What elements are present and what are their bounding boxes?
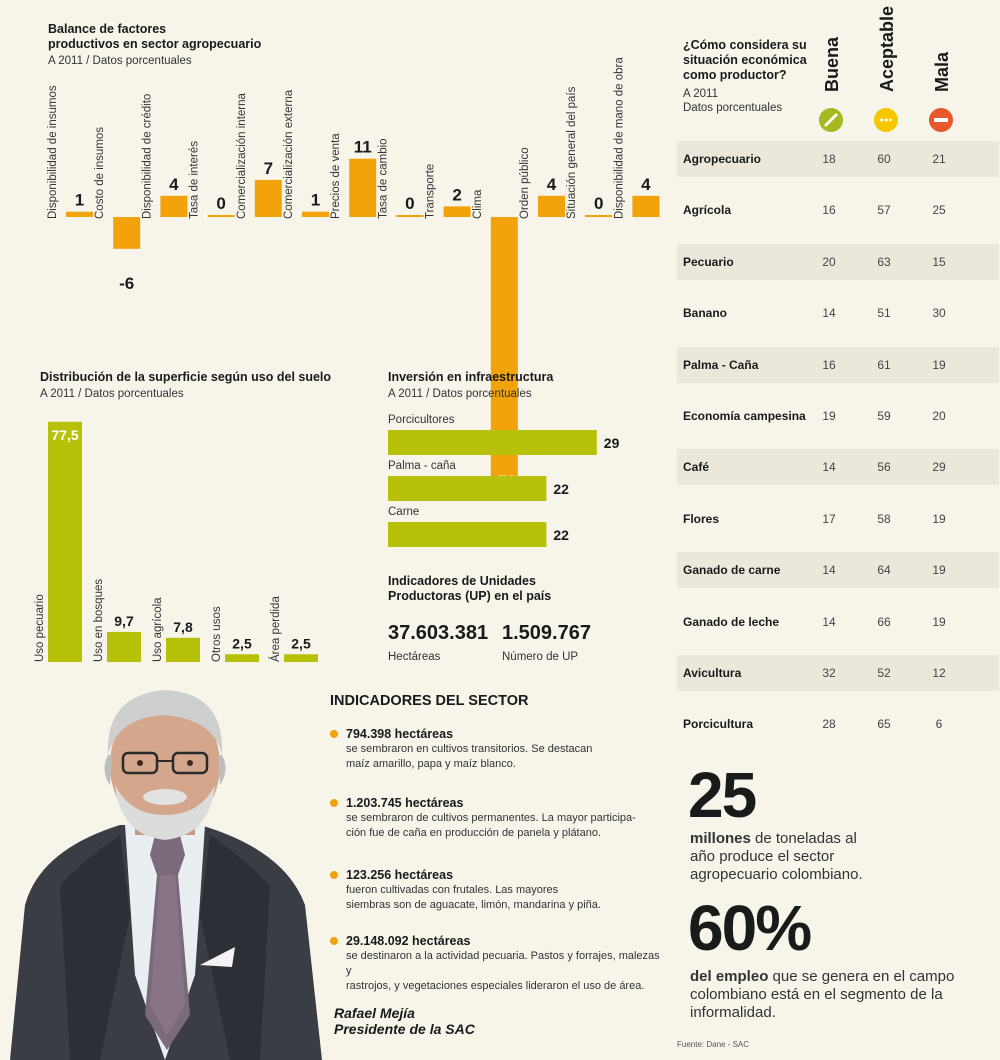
distribucion-header (40, 370, 331, 401)
table-cell: 59 (877, 409, 891, 423)
up-hectareas-label: Hectáreas (388, 651, 441, 663)
table-cell: 64 (877, 563, 891, 578)
up-header (388, 574, 551, 604)
balance-value-label: 0 (593, 194, 604, 213)
bullet-dot-icon (330, 799, 338, 807)
inversion-value-label: 29 (603, 435, 620, 451)
indicador-line2: maíz amarillo, papa y maíz blanco. (346, 758, 516, 770)
table-row-label: Palma - Caña (683, 357, 759, 372)
table-cell: 29 (932, 460, 946, 475)
balance-bar (538, 196, 565, 217)
table-cell: 66 (877, 614, 891, 629)
dash-icon (874, 108, 898, 132)
indicador-head: 123.256 hectáreas (346, 868, 454, 882)
balance-category-label: Orden público (519, 147, 531, 219)
table-row (677, 604, 999, 640)
balance-value-label: 0 (405, 194, 415, 213)
balance-category-label: Precios de venta (330, 133, 343, 219)
balance-category-label: Tasa de interés (188, 141, 201, 219)
balance-value-label: -6 (119, 273, 135, 293)
stat1-number: 25 (688, 759, 756, 831)
table-subtitle-line1: A 2011 (683, 88, 718, 100)
table-subtitle-line2: Datos porcentuales (683, 102, 783, 114)
persona-role: Presidente de la SAC (334, 1021, 475, 1037)
table-cell: 32 (822, 666, 836, 680)
table-row-label: Flores (683, 511, 720, 526)
table-cell: 14 (822, 563, 836, 578)
table-title-line2: situación económica (683, 53, 807, 67)
table-cell: 61 (877, 357, 891, 372)
table-column-header: Aceptable (877, 5, 897, 92)
balance-category-label: Comercialización externa (283, 89, 295, 219)
table-cell: 19 (932, 357, 946, 372)
distribucion-value-label: 7,8 (173, 618, 193, 635)
indicador-item (330, 934, 660, 994)
balance-value-label: 11 (353, 137, 372, 157)
inversion-bar (388, 522, 546, 547)
table-cell: 16 (822, 357, 836, 372)
stat1-line3: agropecuario colombiano. (690, 866, 863, 883)
distribucion-title: Distribución de la superficie según uso del suelo (40, 370, 332, 384)
table-cell: 20 (932, 409, 946, 423)
inversion-category-label: Porcicultores (388, 414, 455, 426)
persona-caption (334, 1005, 475, 1037)
balance-bar (255, 180, 282, 217)
table-row-label: Agropecuario (683, 152, 762, 166)
balance-bar (66, 212, 93, 217)
indicador-head: 1.203.745 hectáreas (346, 796, 464, 810)
table-cell: 14 (822, 614, 836, 629)
indicador-head: 794.398 hectáreas (346, 727, 454, 741)
balance-value-label: 7 (263, 158, 274, 178)
table-cell: 58 (877, 511, 891, 526)
balance-bar (585, 215, 612, 217)
indicador-item (330, 868, 660, 913)
table-row-label: Ganado de leche (683, 614, 780, 629)
balance-category-label: Transporte (424, 163, 437, 219)
distribucion-bar (284, 654, 318, 662)
table-column-headers (800, 5, 980, 135)
table-cell: 63 (877, 254, 891, 269)
fuente-note: Fuente: Dane - SAC (677, 1040, 750, 1049)
rafael-mejia-portrait (0, 675, 330, 1060)
indicador-line1: se sembraron de cultivos permanentes. La mayor participa- (346, 812, 636, 824)
inversion-category-label: Carne (388, 506, 420, 518)
indicadores-title: INDICADORES DEL SECTOR (330, 693, 529, 709)
balance-category-label: Situación general del país (566, 86, 579, 219)
table-cell: 25 (932, 203, 946, 218)
indicador-item (330, 727, 660, 772)
distribucion-subtitle: A 2011 / Datos porcentuales (40, 388, 184, 400)
distribucion-category-label: Otros usos (211, 606, 223, 662)
balance-bar (349, 159, 376, 217)
balance-value-label: 1 (310, 190, 321, 210)
table-cell: 6 (935, 717, 943, 732)
balance-subtitle: A 2011 / Datos porcentuales (48, 55, 192, 67)
indicador-line2: ción fue de caña en producción de panela y plátano. (346, 827, 602, 839)
balance-title-line1: Balance de factores (48, 22, 167, 36)
table-row (677, 192, 999, 228)
table-row-label: Café (683, 460, 710, 475)
balance-category-label: Costo de insumos (94, 126, 107, 219)
balance-value-label: 0 (216, 194, 226, 213)
inversion-value-label: 22 (553, 527, 569, 543)
distribucion-bar (166, 638, 200, 662)
table-cell: 51 (877, 306, 891, 321)
table-title-line3: como productor? (683, 68, 787, 82)
indicador-line1: fueron cultivadas con frutales. Las mayores (346, 884, 559, 896)
balance-category-label: Comercialización interna (235, 93, 248, 219)
table-row-label: Pecuario (683, 254, 734, 269)
table-row (677, 295, 999, 331)
table-cell: 18 (822, 152, 836, 166)
up-numero-label: Número de UP (502, 651, 579, 663)
minus-icon (929, 108, 953, 132)
stat2-bold: del empleo (690, 968, 769, 985)
balance-title-line2: productivos en sector agropecuario (48, 37, 262, 51)
table-row-label: Agrícola (683, 203, 732, 218)
balance-category-label: Disponibilidad de insumos (47, 85, 59, 219)
table-title-line1: ¿Cómo considera su (683, 38, 807, 52)
table-cell: 21 (932, 152, 946, 166)
inversion-chart (380, 405, 660, 550)
table-row (677, 655, 999, 691)
indicador-line1: se sembraron en cultivos transitorios. Se destacan (346, 743, 593, 755)
table-cell: 57 (877, 203, 891, 218)
table-cell: 19 (822, 409, 836, 423)
table-row (677, 244, 999, 280)
balance-category-label: Disponibilidad de mano de obra (613, 57, 626, 219)
indicador-item (330, 796, 660, 841)
balance-value-label: 2 (452, 185, 462, 205)
table-cell: 14 (822, 460, 836, 475)
up-hectareas-value: 37.603.381 (388, 622, 489, 644)
bullet-dot-icon (330, 937, 338, 945)
bullet-dot-icon (330, 871, 338, 879)
table-row (677, 501, 999, 537)
table-row-label: Ganado de carne (683, 563, 781, 578)
balance-bar (208, 215, 235, 217)
pencil-icon (819, 108, 843, 132)
stat2-line2: colombiano está en el segmento de la (690, 986, 943, 1003)
table-cell: 28 (822, 717, 836, 732)
stat2-number: 60% (688, 892, 811, 964)
table-header (683, 38, 807, 115)
distribucion-bar (107, 632, 141, 662)
distribucion-category-label: Uso en bosques (93, 578, 105, 662)
table-row (677, 552, 999, 588)
bullet-dot-icon (330, 730, 338, 738)
inversion-value-label: 22 (553, 481, 569, 497)
table-row (677, 141, 999, 177)
inversion-category-label: Palma - caña (388, 460, 456, 472)
distribucion-category-label: Área perdida (270, 596, 282, 662)
table-cell: 17 (822, 511, 836, 526)
balance-chart (0, 40, 670, 340)
table-cell: 19 (932, 563, 946, 578)
table-column-header: Mala (932, 51, 952, 92)
table-cell: 52 (877, 666, 891, 680)
balance-value-label: 4 (546, 174, 557, 194)
up-title-line2: Productoras (UP) en el país (388, 589, 552, 603)
table-column-header: Buena (822, 36, 842, 92)
inversion-title: Inversión en infraestructura (388, 370, 554, 384)
distribucion-value-label: 77,5 (51, 426, 79, 443)
table-cell: 16 (822, 203, 836, 218)
table-cell: 15 (932, 254, 946, 269)
distribucion-value-label: 9,7 (114, 612, 134, 629)
distribucion-bar (48, 422, 82, 662)
table-row-label: Avicultura (683, 666, 742, 680)
inversion-bar (388, 476, 546, 501)
table-row (677, 706, 999, 742)
indicador-head: 29.148.092 hectáreas (346, 934, 471, 948)
distribucion-category-label: Uso pecuario (34, 594, 46, 662)
table-row-label: Economía campesina (683, 409, 806, 423)
table-cell: 20 (822, 254, 836, 269)
table-cell: 14 (822, 306, 836, 321)
table-cell: 56 (877, 460, 891, 475)
persona-name: Rafael Mejía (334, 1005, 415, 1021)
balance-bar (444, 206, 471, 217)
distribucion-bar (225, 654, 259, 662)
table-cell: 60 (877, 152, 891, 166)
inversion-bar (388, 430, 597, 455)
balance-bar (396, 215, 423, 217)
stat1-line2: año produce el sector (690, 848, 835, 865)
balance-bar (632, 196, 659, 217)
table-cell: 19 (932, 511, 946, 526)
distribucion-value-label: 2,5 (291, 635, 311, 652)
balance-category-label: Disponibilidad de crédito (141, 93, 154, 219)
table-cell: 65 (877, 717, 891, 732)
stat2-text (690, 968, 995, 1022)
table-row (677, 398, 999, 434)
balance-bar (113, 217, 140, 249)
balance-value-label: 4 (641, 174, 651, 194)
inversion-header (388, 370, 553, 401)
table-cell: 12 (932, 666, 946, 680)
balance-bar (302, 212, 329, 217)
table-cell: 30 (932, 306, 946, 321)
stat1-bold: millones (690, 830, 751, 847)
inversion-subtitle: A 2011 / Datos porcentuales (388, 388, 532, 400)
distribucion-value-label: 2,5 (232, 635, 252, 652)
distribucion-chart (20, 405, 330, 670)
up-numero-value: 1.509.767 (502, 622, 591, 644)
balance-value-label: 4 (169, 174, 179, 194)
table-cell: 19 (932, 614, 946, 629)
stat1-text (690, 830, 990, 884)
table-row (677, 347, 999, 383)
indicador-line2: siembras son de aguacate, limón, mandarina y piña. (346, 899, 601, 911)
stat2-line3: informalidad. (690, 1004, 776, 1021)
balance-bar (160, 196, 187, 217)
balance-category-label: Clima (471, 189, 484, 219)
balance-category-label: Tasa de cambio (377, 138, 390, 219)
balance-value-label: 1 (74, 190, 85, 210)
table-row-label: Porcicultura (683, 717, 754, 732)
indicador-line2: rastrojos, y vegetaciones especiales lideraron el uso de área. (346, 980, 645, 992)
indicador-line1: se destinaron a la actividad pecuaria. Pastos y forrajes, malezas y (346, 950, 660, 977)
distribucion-category-label: Uso agrícola (152, 597, 164, 662)
table-row (677, 449, 999, 485)
stat1-rest1: de toneladas al (750, 830, 857, 847)
stat2-rest1: que se genera en el campo (768, 968, 955, 985)
up-title-line1: Indicadores de Unidades (388, 574, 536, 588)
table-row-label: Banano (683, 306, 728, 321)
